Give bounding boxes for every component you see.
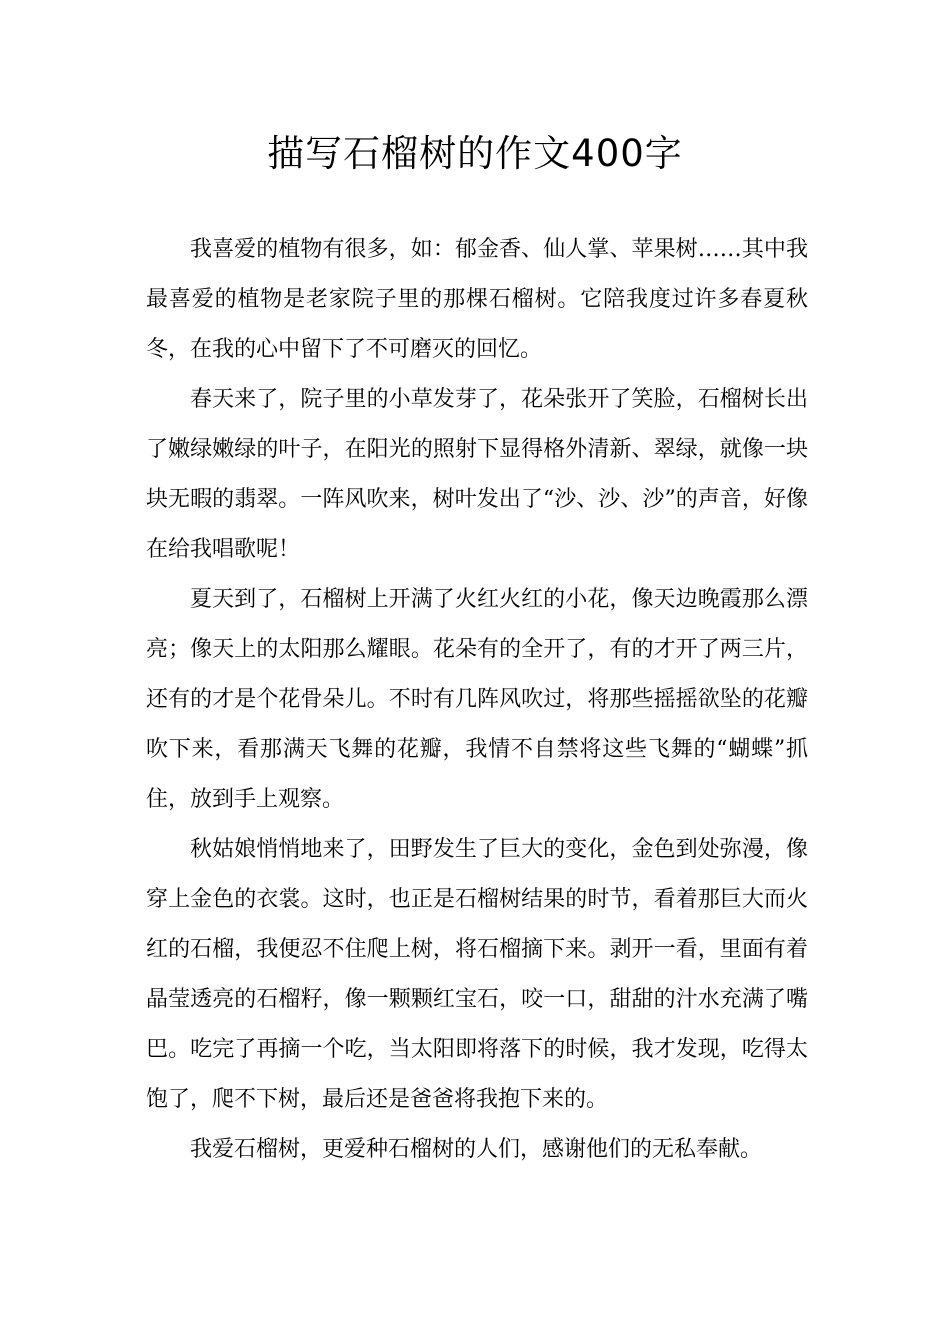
paragraph-spring: 春天来了，院子里的小草发芽了，花朵张开了笑脸，石榴树长出了嫩绿嫩绿的叶子，在阳光的照射下显得格外清新、翠绿，就像一块块无暇的翡翠。一阵风吹来，树叶发出了“沙、沙、沙”的声音，好像在给我唱歌呢！ [146, 387, 808, 562]
document-body [146, 225, 808, 1175]
paragraph-conclusion: 我爱石榴树，更爱种石榴树的人们，感谢他们的无私奉献。 [190, 1137, 763, 1162]
document-title: 描写石榴树的作文400字 [267, 132, 683, 175]
paragraph-autumn: 秋姑娘悄悄地来了，田野发生了巨大的变化，金色到处弥漫，像穿上金色的衣裳。这时，也正是石榴树结果的时节，看着那巨大而火红的石榴，我便忍不住爬上树，将石榴摘下来。剥开一看，里面有着晶莹透亮的石榴籽，像一颗颗红宝石，咬一口，甜甜的汁水充满了嘴巴。吃完了再摘一个吃，当太阳即将落下的时候，我才发现，吃得太饱了，爬不下树，最后还是爸爸将我抱下来的。 [146, 837, 808, 1112]
paragraph-intro: 我喜爱的植物有很多，如：郁金香、仙人掌、苹果树……其中我最喜爱的植物是老家院子里的那棵石榴树。它陪我度过许多春夏秋冬，在我的心中留下了不可磨灭的回忆。 [146, 237, 808, 362]
paragraph-summer: 夏天到了，石榴树上开满了火红火红的小花，像天边晚霞那么漂亮；像天上的太阳那么耀眼。花朵有的全开了，有的才开了两三片，还有的才是个花骨朵儿。不时有几阵风吹过，将那些摇摇欲坠的花瓣吹下来，看那满天飞舞的花瓣，我情不自禁将这些飞舞的“蝴蝶”抓住，放到手上观察。 [146, 587, 808, 812]
